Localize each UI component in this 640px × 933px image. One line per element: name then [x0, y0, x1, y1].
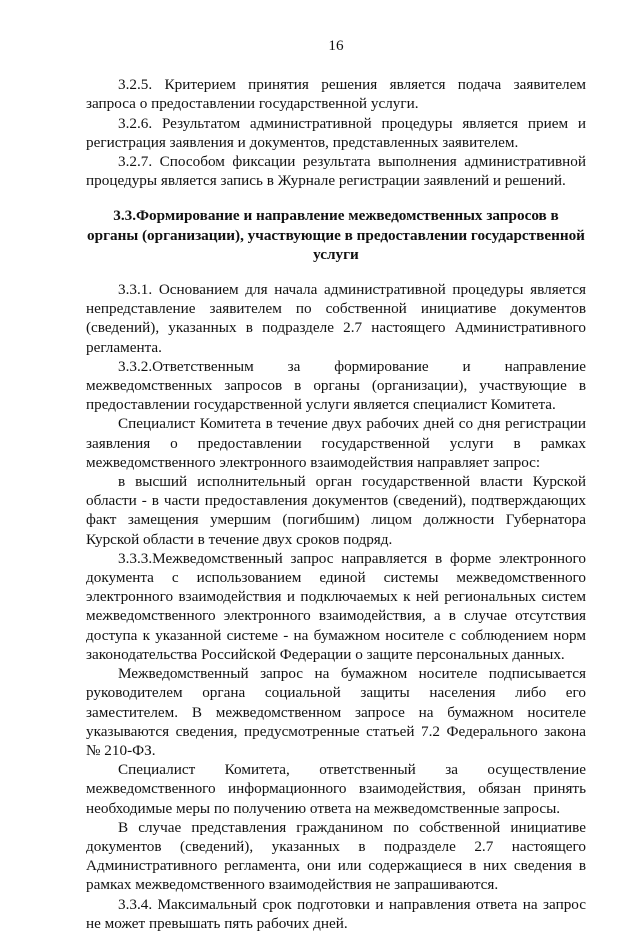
paragraph-specialist-request: Специалист Комитета в течение двух рабочих дней со дня регистрации заявления о предоставлении государственной услуги в рамках межведомственного электронного взаимодействия направляет запрос: — [86, 415, 586, 471]
paragraph-3-3-2: 3.3.2.Ответственным за формирование и направление межведомственных запросов в органы (организации), участвующие в предоставлении государственной услуги является специалист Комитета. — [86, 357, 586, 414]
paragraph-3-2-5: 3.2.5. Критерием принятия решения является подача заявителем запроса о предоставлении государственной услуги. — [86, 76, 586, 113]
paragraph-3-3-4: 3.3.4. Максимальный срок подготовки и направления ответа на запрос не может превышать пять рабочих дней. — [86, 895, 586, 932]
section-heading-3-3: 3.3.Формирование и направление межведомственных запросов в органы (организации), участвующие в предоставлении государственной услуги — [87, 207, 585, 263]
paragraph-3-2-7: 3.2.7. Способом фиксации результата выполнения административной процедуры является запись в Журнале регистрации заявлений и решений. — [86, 153, 586, 190]
paragraph-paper-request: Межведомственный запрос на бумажном носителе подписывается руководителем органа социальной защиты населения либо его заместителем. В межведомственном запросе на бумажном носителе указываются сведения, предусмотренные статьей 7.2 Федерального закона № 210-ФЗ. — [86, 665, 586, 759]
paragraph-citizen-initiative: В случае представления гражданином по собственной инициативе документов (сведений), указанных в подразделе 2.7 настоящего Административного регламента, они или содержащиеся в них сведения в рамках межведомственного взаимодействия не запрашиваются. — [86, 818, 586, 894]
paragraph-3-3-1: 3.3.1. Основанием для начала административной процедуры является непредставление заявителем по собственной инициативе документов (сведений), указанных в подразделе 2.7 настоящего Административного регламента. — [86, 281, 586, 356]
paragraph-specialist-responsible: Специалист Комитета, ответственный за осуществление межведомственного информационного взаимодействия, обязан принять необходимые меры по получению ответа на межведомственные запросы. — [86, 761, 586, 817]
page-number: 16 — [328, 37, 344, 54]
paragraph-3-2-6: 3.2.6. Результатом административной процедуры является прием и регистрация заявления и документов, представленных заявителем. — [86, 114, 586, 151]
paragraph-3-3-3: 3.3.3.Межведомственный запрос направляется в форме электронного документа с использованием единой системы межведомственного электронного взаимодействия и подключаемых к ней региональных систем межведомственного электронного взаимодействия, а в случае отсутствия доступа к указанной системе - на бумажном носителе с соблюдением норм законодательства Российской Федерации о защите персональных данных. — [86, 549, 586, 663]
paragraph-request-target: в высший исполнительный орган государственной власти Курской области - в части предоставления документов (сведений), подтверждающих факт замещения умершим (погибшим) лицом должности Губернатора Курской области в течение двух сроков подряд. — [86, 473, 586, 548]
